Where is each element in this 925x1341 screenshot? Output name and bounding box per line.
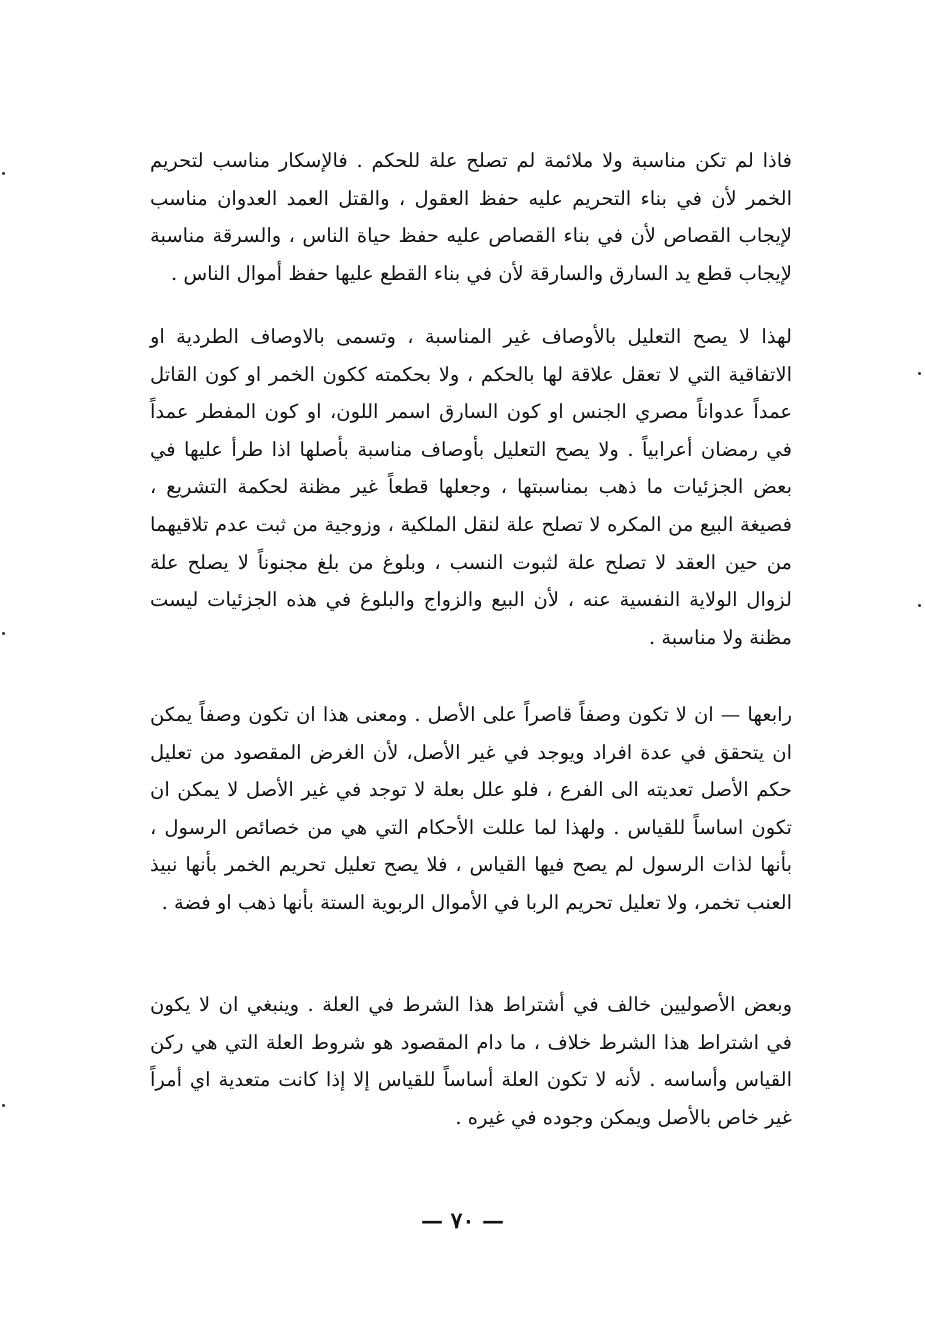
paragraph-3: رابعها — ان لا تكون وصفاً قاصراً على الأصل . ومعنى هذا ان تكون وصفاً يمكن ان يتحقق في عدة افراد ويوجد في غير الأصل، لأن الغرض المقصود من تعليل حكم الأصل تعديته الى الفرع ، فلو علل بعلة لا توجد في غير الأصل لا يمكن ان تكون اساساً للقياس . ولهذا لما عللت الأحكام التي هي من خصائص الرسول ، بأنها لذات الرسول لم يصح فيها القياس ، فلا يصح تعليل تحريم الخمر بأنها نبيذ العنب تخمر، ولا تعليل تحريم الربا في الأموال الربوية الستة بأنها ذهب او فضة . <box>150 703 792 914</box>
paragraph-1: فاذا لم تكن مناسبة ولا ملائمة لم تصلح علة للحكم . فالإسكار مناسب لتحريم الخمر لأن في بناء التحريم عليه حفظ العقول ، والقتل العمد العدوان مناسب لإيجاب القصاص لأن في بناء القصاص عليه حفظ حياة الناس ، والسرقة مناسبة لإيجاب قطع يد السارق والسارقة لأن في بناء القطع عليها حفظ أموال الناس . <box>150 149 792 285</box>
scan-mark <box>918 372 921 375</box>
paragraph-2: لهذا لا يصح التعليل بالأوصاف غير المناسبة ، وتسمى بالاوصاف الطردية او الاتفاقية التي لا تعقل علاقة لها بالحكم ، ولا بحكمته ككون الخمر او كون القاتل عمداً عدواناً مصري الجنس او كون السارق اسمر اللون، او كون المفطر عمداً في رمضان أعرابياً . ولا يصح التعليل بأوصاف مناسبة بأصلها اذا طرأ عليها في بعض الجزئيات ما ذهب بمناسبتها ، وجعلها قطعاً غير مظنة لحكمة التشريع ، فصيغة البيع من المكره لا تصلح علة لنقل الملكية ، وزوجية من ثبت عدم تلاقيهما من حين العقد لا تصلح علة لثبوت النسب ، وبلوغ من بلغ مجنوناً لا يصلح علة لزوال الولاية النفسية عنه ، لأن البيع والزواج والبلوغ في هذه الجزئيات ليست مظنة ولا مناسبة . <box>150 325 792 649</box>
scan-mark <box>918 604 921 607</box>
page-number: — ٧٠ — <box>421 1208 504 1234</box>
scan-mark <box>2 1104 5 1107</box>
paragraph-4: وبعض الأصوليين خالف في أشتراط هذا الشرط في العلة . وينبغي ان لا يكون في اشتراط هذا الشرط خلاف ، ما دام المقصود هو شروط العلة التي هي ركن القياس وأساسه . لأنه لا تكون العلة أساساً للقياس إلا إذا كانت متعدية اي أمراً غير خاص بالأصل ويمكن وجوده في غيره . <box>150 993 792 1129</box>
scan-mark <box>2 632 5 635</box>
scan-mark <box>2 172 5 175</box>
